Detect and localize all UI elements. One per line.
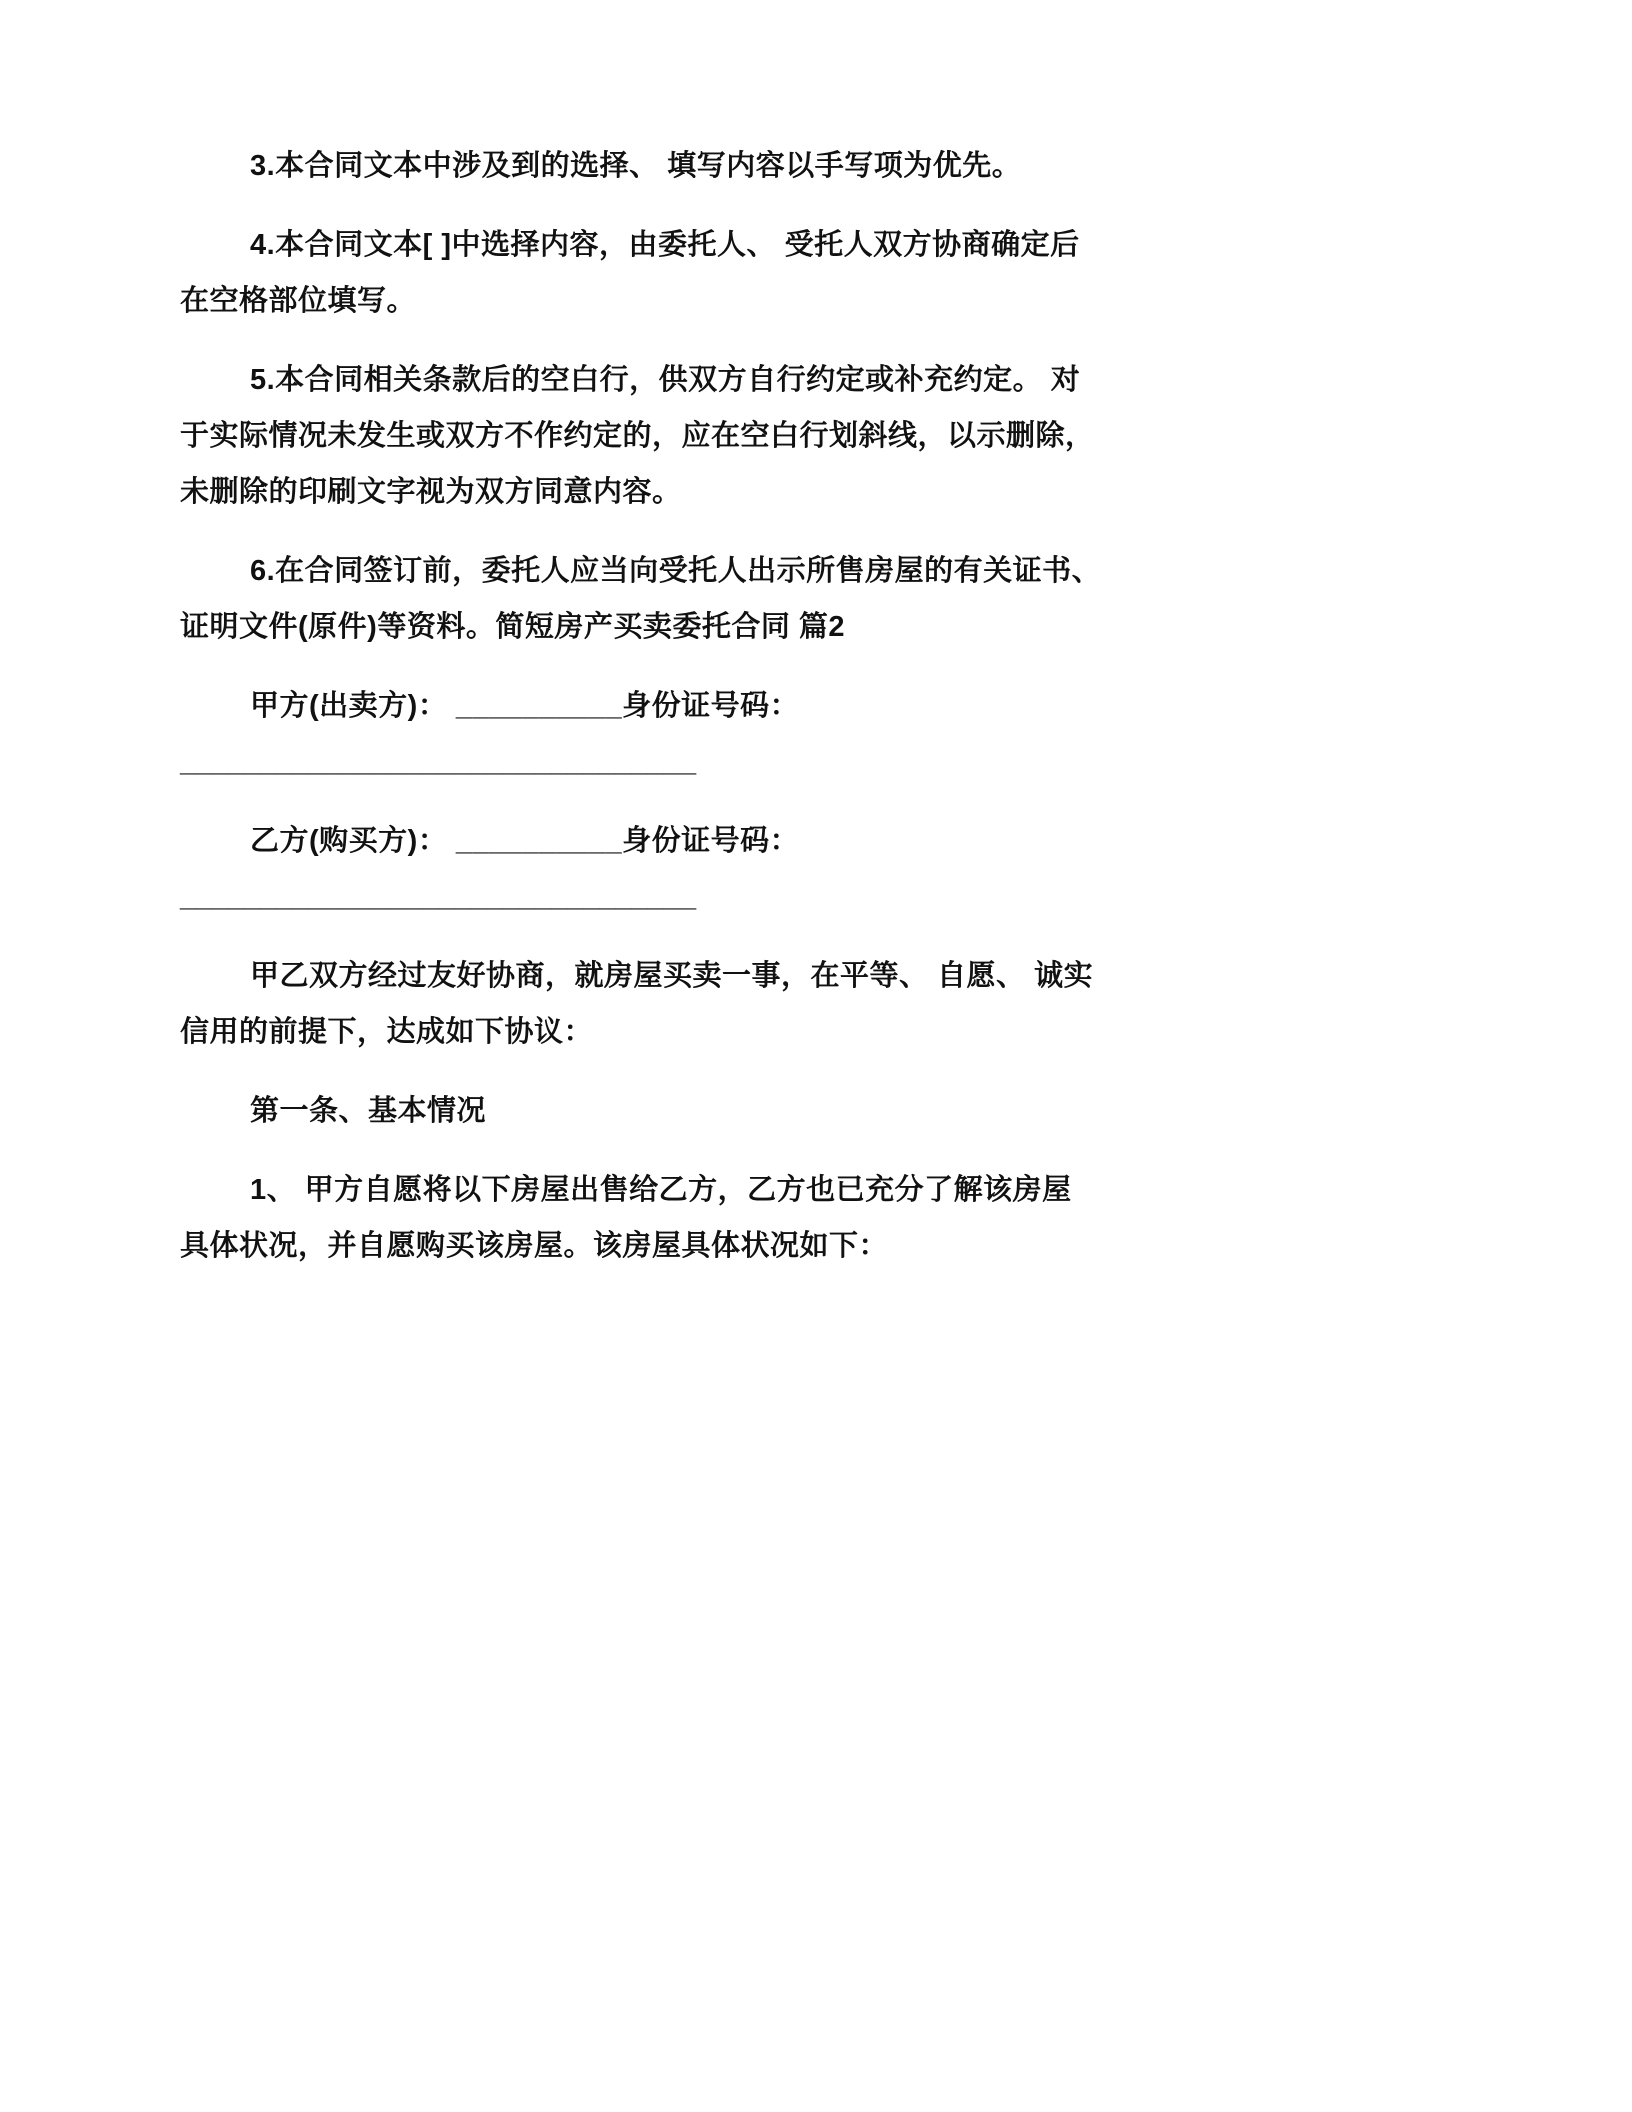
text-line: 1、 甲方自愿将以下房屋出售给乙方，乙方也已充分了解该房屋 — [250, 1174, 1072, 1206]
text-line: 于实际情况未发生或双方不作约定的，应在空白行划斜线，以示删除， — [180, 420, 1095, 452]
article-1-item-1 — [180, 1162, 1465, 1274]
text-line: 甲乙双方经过友好协商，就房屋买卖一事，在平等、 自愿、 诚实 — [250, 960, 1094, 992]
document-body — [180, 138, 1465, 1297]
text-line: 6.在合同签订前，委托人应当向受托人出示所售房屋的有关证书、 — [250, 555, 1102, 587]
text-line: 在空格部位填写。 — [180, 285, 417, 317]
blank-underscore-line: ________________________________ — [180, 881, 697, 913]
text-line: 证明文件(原件)等资料。简短房产买卖委托合同 篇2 — [180, 611, 846, 643]
clause-3 — [180, 138, 1465, 194]
text-line: 乙方(购买方)： __________身份证号码： — [250, 825, 800, 857]
text-line: 第一条、基本情况 — [250, 1095, 487, 1127]
blank-underscore-line: ________________________________ — [180, 746, 697, 778]
text-line: 信用的前提下，达成如下协议： — [180, 1016, 594, 1048]
text-line: 甲方(出卖方)： __________身份证号码： — [250, 690, 800, 722]
party-a-line — [180, 678, 1465, 790]
clause-5 — [180, 352, 1465, 520]
preamble — [180, 948, 1465, 1060]
article-1-heading — [180, 1083, 1465, 1139]
text-line: 4.本合同文本[ ]中选择内容，由委托人、 受托人双方协商确定后 — [250, 229, 1080, 261]
clause-6 — [180, 543, 1465, 655]
party-b-line — [180, 813, 1465, 925]
text-line: 5.本合同相关条款后的空白行，供双方自行约定或补充约定。 对 — [250, 364, 1081, 396]
text-line: 3.本合同文本中涉及到的选择、 填写内容以手写项为优先。 — [250, 150, 1022, 182]
clause-4 — [180, 217, 1465, 329]
text-line: 未删除的印刷文字视为双方同意内容。 — [180, 476, 682, 508]
text-line: 具体状况，并自愿购买该房屋。该房屋具体状况如下： — [180, 1230, 889, 1262]
